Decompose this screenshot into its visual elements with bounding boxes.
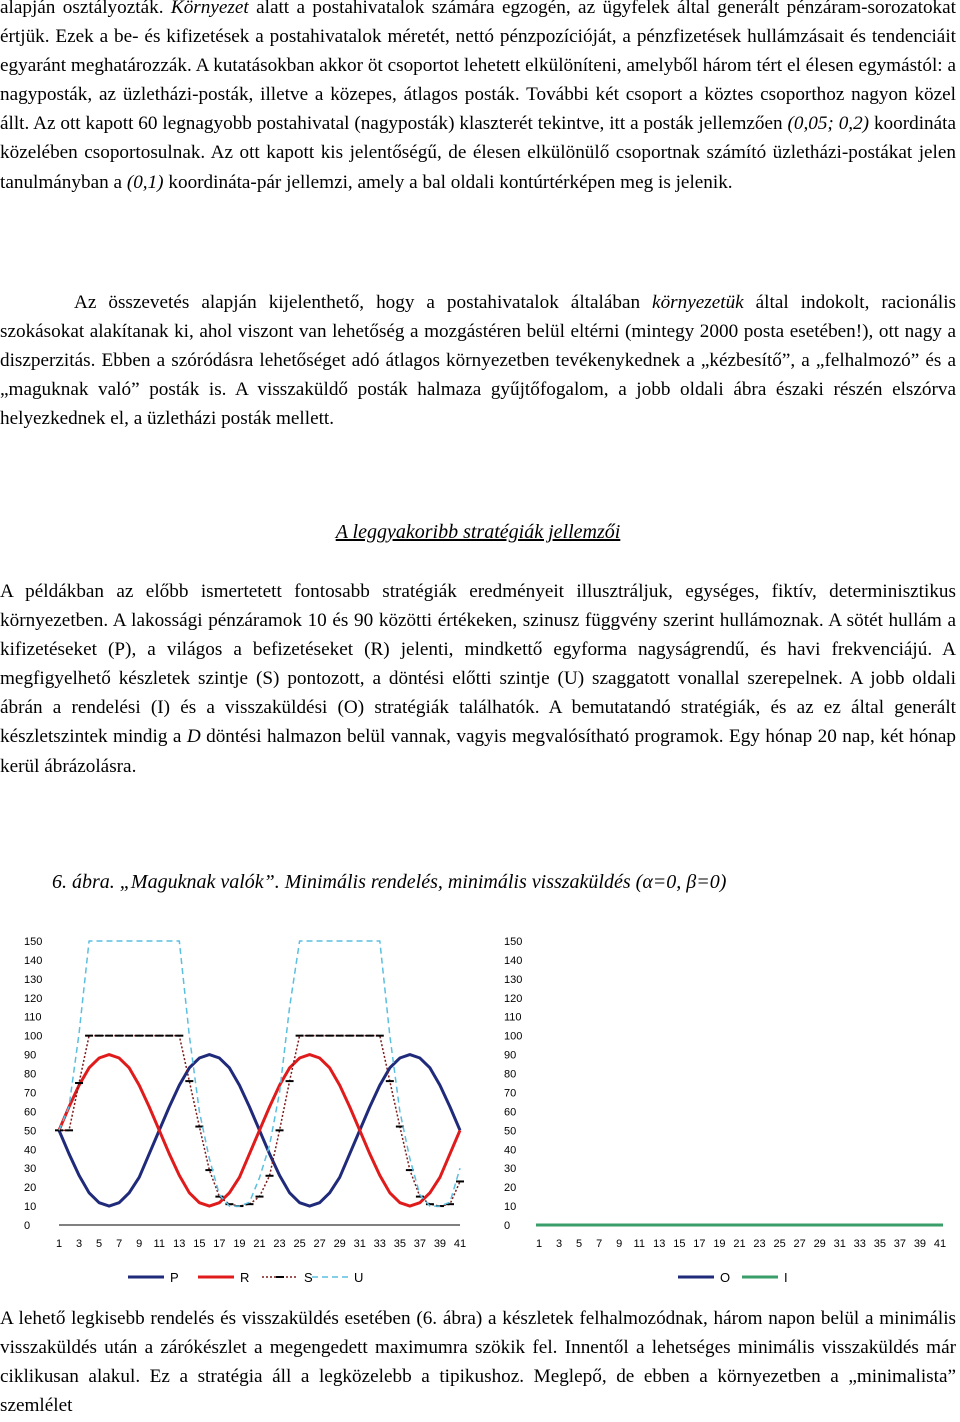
x-tick-label: 17 [213,1238,226,1250]
x-tick-label: 1 [55,1238,63,1250]
y-tick-label: 100 [24,1030,43,1043]
x-tick-label: 3 [75,1238,83,1250]
y-tick-label: 140 [504,954,523,967]
x-tick-label: 9 [616,1238,623,1250]
x-tick-label: 31 [353,1238,366,1250]
x-tick-label: 33 [373,1238,386,1250]
x-tick-label: 25 [293,1238,306,1250]
series-S-line [59,1036,460,1206]
y-tick-label: 150 [24,936,43,948]
y-tick-label: 150 [504,936,523,948]
y-tick-label: 0 [504,1220,511,1232]
series-R-line [59,1055,460,1206]
x-tick-label: 9 [136,1238,143,1250]
right-chart [480,925,950,1300]
y-tick-label: 20 [24,1182,37,1195]
y-tick-label: 120 [504,992,523,1005]
left-chart-svg [0,925,470,1295]
x-tick-label: 31 [833,1238,846,1250]
x-tick-label: 13 [173,1238,186,1250]
x-tick-label: 33 [853,1238,866,1250]
x-tick-label: 19 [233,1238,246,1250]
legend-O-label: O [720,1270,731,1285]
y-tick-label: 70 [504,1087,517,1100]
y-tick-label: 70 [24,1087,37,1100]
y-tick-label: 20 [504,1182,517,1195]
y-tick-label: 40 [504,1144,517,1157]
y-tick-label: 60 [24,1106,37,1119]
y-tick-label: 60 [504,1106,517,1119]
paragraph-3: A példákban az előbb ismertetett fontosabb stratégiák eredményeit illusztráljuk, egységes, fiktív, determinisztikus környezetben. A lakossági pénzáramok 10 és 90 közötti értékeken, szinusz függvény szerint hullámoznak. A sötét hullám a kifizetéseket (P), a világos a befizetéseket (R) jelenti, mindkettő egyforma nagyságrendű, és havi frekvenciájú. A megfigyelhető készletek szintje (S) pontozott, a döntési előtti szintje (U) szaggatott vonallal szerepelnek. A jobb oldali ábrán a rendelési (I) és a visszaküldési (O) stratégiák találhatók. A bemutatandó stratégiák, és az ez által generált készletszintek mindig a D döntési halmazon belül vannak, vagyis megvalósítható programok. Egy hónap 20 nap, két hónap kerül ábrázolásra. [0,581,956,777]
figure-caption: 6. ábra. „Maguknak valók”. Minimális rendelés, minimális visszaküldés (α=0, β=0) [52,871,727,893]
y-tick-label: 130 [24,973,43,986]
x-tick-label: 39 [913,1238,927,1250]
y-tick-label: 30 [504,1163,517,1176]
x-tick-label: 5 [96,1238,103,1250]
x-tick-label: 35 [873,1238,886,1250]
x-tick-label: 23 [273,1238,286,1250]
legend-P-label: P [170,1270,179,1285]
x-tick-label: 41 [933,1238,947,1250]
y-tick-label: 50 [24,1125,37,1138]
x-tick-label: 41 [453,1238,467,1250]
x-tick-label: 27 [313,1238,326,1250]
legend-S-label: S [304,1270,313,1285]
x-tick-label: 15 [673,1238,686,1250]
left-chart [0,925,470,1300]
y-tick-label: 120 [24,992,43,1005]
y-tick-label: 110 [504,1011,522,1024]
legend-R-label: R [240,1270,250,1285]
x-tick-label: 25 [773,1238,786,1250]
y-tick-label: 90 [504,1049,517,1062]
x-tick-label: 15 [193,1238,206,1250]
y-tick-label: 90 [24,1049,37,1062]
y-tick-label: 30 [24,1163,37,1176]
legend-I-label: I [784,1270,788,1285]
y-tick-label: 130 [504,973,523,986]
y-tick-label: 110 [24,1011,42,1024]
x-tick-label: 39 [433,1238,447,1250]
y-tick-label: 10 [504,1201,517,1214]
x-tick-label: 3 [555,1238,563,1250]
section-heading: A leggyakoribb stratégiák jellemzői [335,521,621,543]
y-tick-label: 0 [24,1220,31,1232]
x-tick-label: 29 [813,1238,826,1250]
y-tick-label: 80 [504,1068,517,1081]
x-tick-label: 37 [893,1238,907,1250]
right-chart-svg [480,925,950,1295]
legend-U-label: U [354,1270,364,1285]
x-tick-label: 1 [535,1238,543,1250]
paragraph-2: Az összevetés alapján kijelenthető, hogy a postahivatalok általában környezetük által indokolt, racionális szokásokat alakítanak ki, ahol viszont van lehetőség a mozgástéren belül eltérni (mintegy 2000 posta esetében!), ott nagy a diszperzitás. Ebben a szóródásra lehetőséget adó átlagos környezetben tevékenykednek a „kézbesítő”, a „felhalmozó” és a „maguknak való” posták is. A visszaküldő posták halmaza gyűjtőfogalom, a jobb oldali ábra északi részén elszórva helyezkednek el, a üzletházi posták mellett. [0,292,957,430]
y-tick-label: 10 [24,1201,37,1214]
y-tick-label: 80 [24,1068,37,1081]
x-tick-label: 7 [116,1238,123,1250]
y-tick-label: 40 [24,1144,37,1157]
x-tick-label: 27 [793,1238,806,1250]
x-tick-label: 29 [333,1238,346,1250]
series-U-line [59,941,460,1206]
x-tick-label: 23 [753,1238,766,1250]
paragraph-1: alapján osztályozták. Környezet alatt a postahivatalok számára egzogén, az ügyfelek által generált pénzáram-sorozatokat értjük. Ezek a be- és kifizetések a postahivatalok méretét, nettó pénzpozícióját, a pénzfizetések hullámzásait és tendenciáit egyaránt meghatározzák. A kutatásokban akkor öt csoportot lehetett elkülöníteni, amelyből három tért el élesen egymástól: a nagyposták, az üzletházi-posták, illetve a közepes, átlagos posták. További két csoport a köztes csoporthoz nagyon közel állt. Az ott kapott 60 legnagyobb postahivatal (nagyposták) klaszterét tekintve, itt a posták jellemzően (0,05; 0,2) koordináta közelében csoportosulnak. Az ott kapott kis jelentőségű, de élesen elkülönülő csoportnak számító üzletházi-postákat jelen tanulmányban a (0,1) koordináta-pár jellemzi, amely a bal oldali kontúrtérképen meg is jelenik. [0,0,956,193]
x-tick-label: 21 [253,1238,266,1250]
y-tick-label: 140 [24,954,43,967]
x-tick-label: 17 [693,1238,706,1250]
x-tick-label: 13 [653,1238,666,1250]
x-tick-label: 5 [576,1238,583,1250]
y-tick-label: 100 [504,1030,523,1043]
x-tick-label: 37 [413,1238,427,1250]
x-tick-label: 19 [713,1238,726,1250]
paragraph-4: A lehető legkisebb rendelés és visszaküldés esetében (6. ábra) a készletek felhalmozódnak, három napon belül a minimális visszaküldés után a zárókészlet a megengedett maximumra szökik fel. Innentől a lehetséges minimális visszaküldés már ciklikusan alakul. Ez a stratégia áll a legközelebb a tipikushoz. Meglepő, de ebben a környezetben a „minimalista” szemlélet [0,1308,956,1417]
x-tick-label: 21 [733,1238,746,1250]
x-tick-label: 35 [393,1238,406,1250]
y-tick-label: 50 [504,1125,517,1138]
x-tick-label: 11 [153,1238,165,1250]
x-tick-label: 7 [596,1238,603,1250]
x-tick-label: 11 [633,1238,645,1250]
plot-area [55,941,464,1206]
